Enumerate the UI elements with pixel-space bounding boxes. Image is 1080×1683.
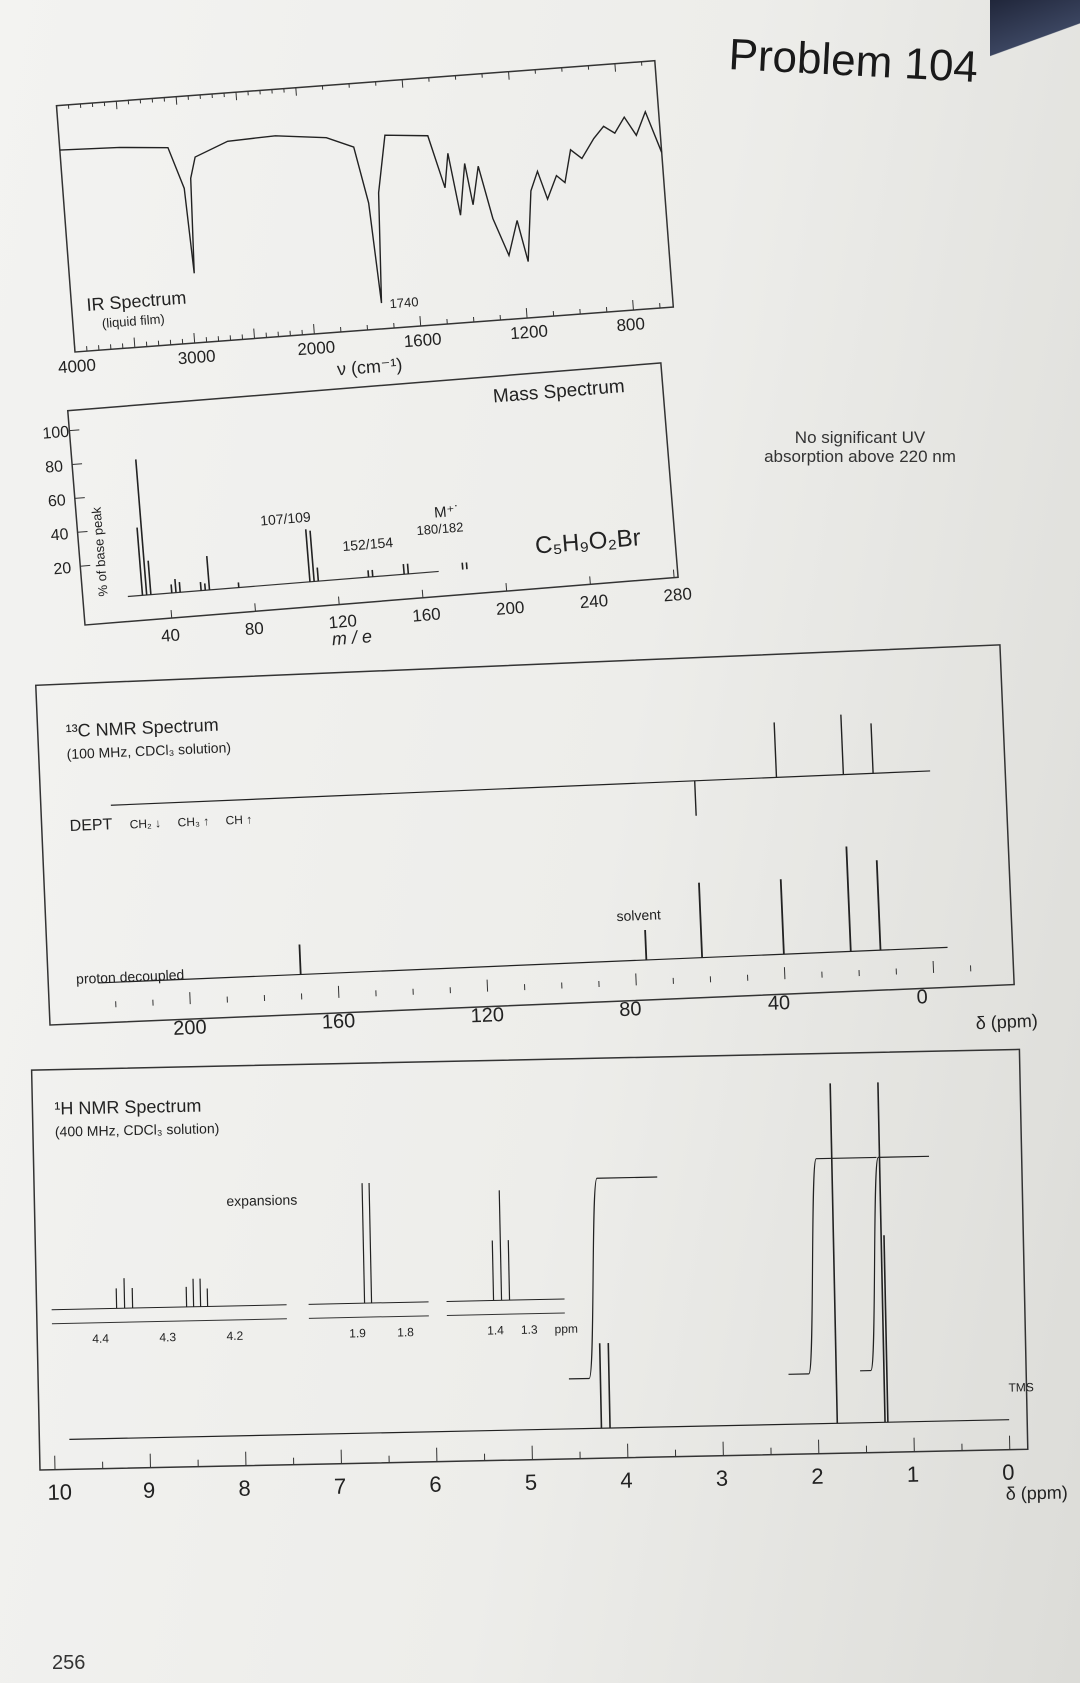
- ir-tick-label: 800: [615, 314, 646, 336]
- ms-x-tick-label: 240: [579, 591, 609, 613]
- ms-title: Mass Spectrum: [492, 375, 626, 408]
- solvent-label: solvent: [616, 906, 662, 925]
- ms-x-tick-label: 160: [411, 604, 442, 626]
- uv-note: No significant UV absorption above 220 nm: [764, 428, 956, 466]
- h1-tick-label: 9: [142, 1477, 156, 1503]
- expansion-axis: [309, 1316, 429, 1319]
- c13-tick-label: 0: [916, 986, 929, 1009]
- c13-xlabel: δ (ppm): [975, 1010, 1039, 1034]
- h1-peak: [608, 1343, 610, 1428]
- h1-peak: [600, 1343, 602, 1428]
- h1-tick-label: 2: [811, 1463, 824, 1489]
- h1-tick-label: 10: [47, 1479, 73, 1505]
- h1-xlabel: δ (ppm): [1005, 1482, 1068, 1504]
- h1-title: ¹H NMR Spectrum: [54, 1095, 202, 1119]
- c13-tick-label: 120: [470, 1003, 505, 1028]
- expansions-label: expansions: [226, 1191, 298, 1210]
- expansion-peak: [508, 1240, 509, 1300]
- expansion-tick-label: 4.2: [226, 1328, 244, 1344]
- expansion-peak: [193, 1279, 194, 1307]
- ir-title: IR Spectrum: [85, 287, 188, 315]
- expansion-tick-label: 1.8: [397, 1325, 415, 1340]
- expansion-peak: [200, 1279, 201, 1307]
- c13-tick-label: 80: [618, 998, 642, 1022]
- h1-tick-label: 0: [1001, 1459, 1015, 1485]
- ms-xlabel: m / e: [331, 626, 373, 650]
- c13-tick-label: 40: [767, 991, 791, 1015]
- ms-x-tick-label: 120: [327, 611, 358, 633]
- ms-x-tick-label: 80: [244, 618, 265, 640]
- ir-annotation-1740: 1740: [389, 294, 420, 312]
- ms-formula: C₅H₉O₂Br: [534, 524, 642, 560]
- ms-molecular-ion: M⁺˙: [433, 502, 461, 522]
- page-title: Problem 104: [727, 30, 980, 92]
- expansion-peak: [362, 1183, 365, 1303]
- ms-y-tick-label: 100: [41, 423, 70, 443]
- proton-decoupled-label: proton decoupled: [75, 966, 185, 987]
- dept-label: DEPT: [69, 816, 113, 835]
- page-number: 256: [52, 1652, 86, 1674]
- ms-x-tick-label: 40: [160, 625, 181, 646]
- h1-peak: [830, 1083, 837, 1423]
- expansion-tick-label: 4.3: [159, 1330, 177, 1345]
- h1-tick-label: 8: [238, 1475, 251, 1501]
- ir-tick-label: 4000: [57, 355, 97, 378]
- ir-tick-label: 1200: [509, 321, 549, 344]
- expansion-tick-label: ppm: [554, 1321, 579, 1337]
- ms-peak-label-152: 152/154: [341, 534, 394, 555]
- dept-legend-ch3: CH₃ ↑: [177, 814, 210, 830]
- h1-tick-label: 7: [333, 1473, 347, 1499]
- h1-tick-label: 5: [524, 1469, 538, 1495]
- tms-label: TMS: [1008, 1380, 1034, 1395]
- ms-ylabel: % of base peak: [88, 506, 111, 598]
- h1-integral: [856, 1156, 934, 1370]
- ms-y-tick-label: 80: [44, 458, 64, 477]
- ir-tick-label: 1600: [403, 329, 443, 352]
- ir-tick-label: 3000: [177, 346, 217, 369]
- h1-baseline: [69, 1420, 1009, 1440]
- dept-legend-ch2: CH₂ ↓: [129, 816, 162, 832]
- expansion-baseline: [309, 1302, 429, 1305]
- expansion-tick-label: 1.9: [349, 1326, 367, 1341]
- expansion-tick-label: 1.3: [520, 1322, 538, 1337]
- expansion-baseline: [447, 1299, 565, 1301]
- ms-x-tick-label: 280: [662, 584, 693, 606]
- expansion-peak: [369, 1183, 372, 1303]
- ir-subtitle: (liquid film): [101, 311, 166, 331]
- expansion-peak: [124, 1278, 125, 1308]
- h1-tick-label: 6: [429, 1471, 442, 1497]
- expansion-baseline: [52, 1305, 287, 1310]
- ms-y-tick-label: 40: [50, 526, 70, 545]
- ms-x-tick-label: 200: [495, 597, 526, 619]
- ms-peak-label-107: 107/109: [259, 508, 312, 529]
- expansion-peak: [499, 1190, 501, 1300]
- h1-integral: [565, 1177, 662, 1379]
- expansion-tick-label: 4.4: [92, 1331, 110, 1346]
- c13-tick-label: 160: [321, 1010, 356, 1034]
- h1-subtitle: (400 MHz, CDCl₃ solution): [54, 1120, 220, 1140]
- h1-tick-label: 3: [715, 1465, 729, 1491]
- h1-ticks: [47, 1436, 1015, 1505]
- c13-subtitle: (100 MHz, CDCl₃ solution): [66, 739, 232, 763]
- expansion-axis: [447, 1313, 565, 1315]
- ms-y-tick-label: 60: [47, 492, 67, 511]
- ms-y-tick-label: 20: [52, 559, 72, 579]
- h1-tick-label: 1: [906, 1461, 920, 1487]
- dept-legend-ch: CH ↑: [225, 812, 253, 828]
- ms-peak-label-180: 180/182: [415, 519, 464, 539]
- c13-title: ¹³C NMR Spectrum: [65, 714, 220, 742]
- expansion-peak: [492, 1240, 493, 1300]
- expansion-tick-label: 1.4: [487, 1323, 505, 1338]
- c13-tick-label: 200: [172, 1016, 208, 1040]
- ir-tick-label: 2000: [296, 337, 336, 360]
- ir-xlabel: ν (cm⁻¹): [336, 354, 404, 380]
- h1-tick-label: 4: [620, 1467, 633, 1493]
- expansion-axis: [52, 1319, 287, 1324]
- h1-expansions: [49, 1179, 578, 1347]
